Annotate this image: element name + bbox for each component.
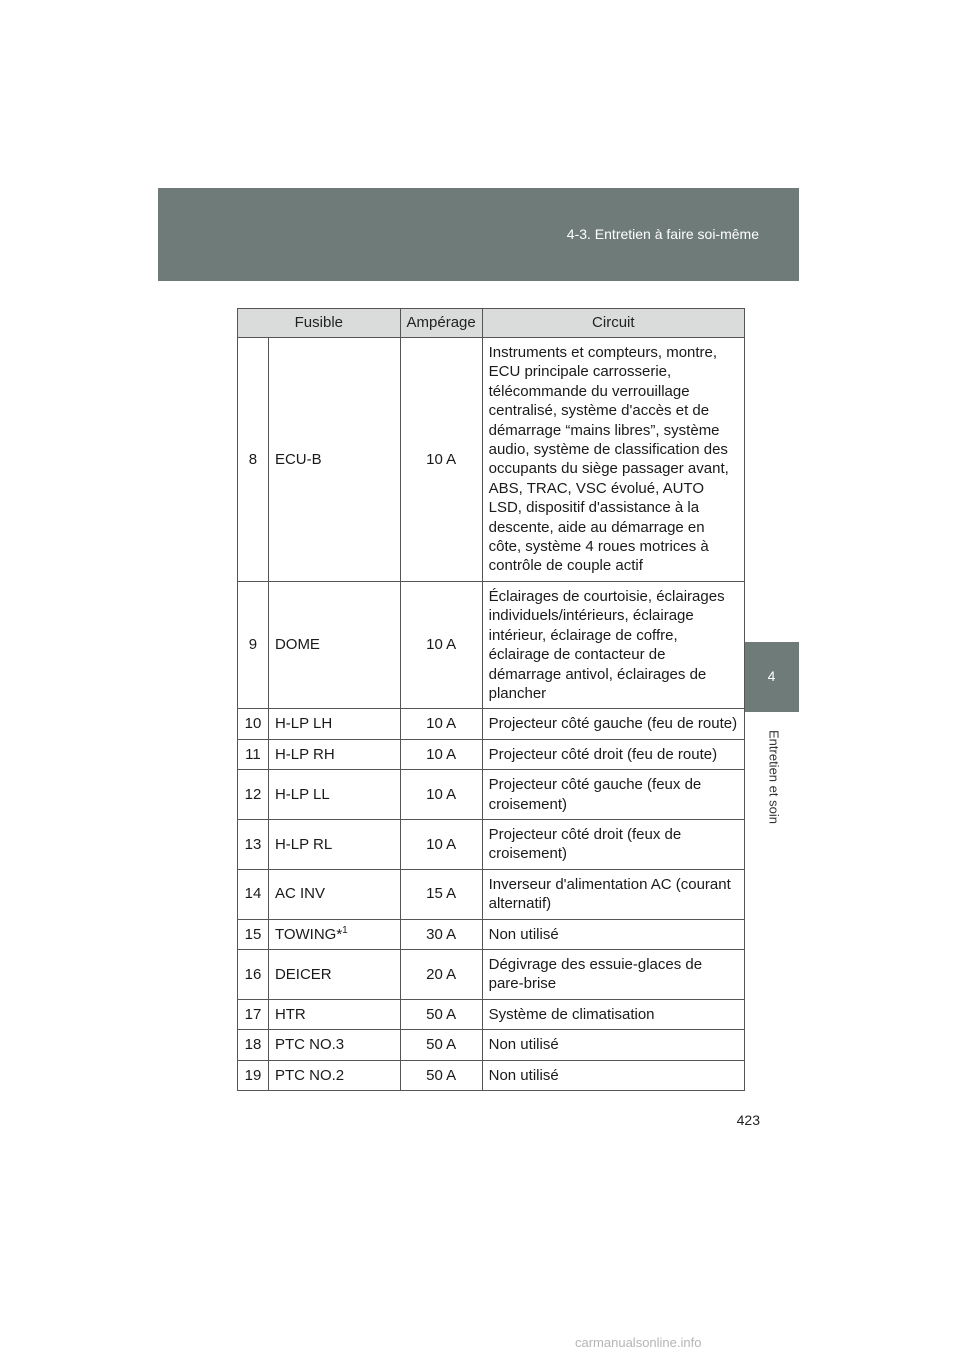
chapter-label-container xyxy=(754,712,794,842)
chapter-number: 4 xyxy=(767,668,776,684)
fuse-amperage: 20 A xyxy=(400,949,482,999)
fuse-name: HTR xyxy=(268,999,400,1029)
chapter-label: Entretien et soin xyxy=(766,730,782,824)
header-amperage: Ampérage xyxy=(400,309,482,338)
page-number: 423 xyxy=(736,1112,760,1128)
fuse-number: 9 xyxy=(238,581,269,708)
table-row xyxy=(238,869,745,919)
fuse-amperage: 50 A xyxy=(400,1030,482,1060)
fuse-number: 18 xyxy=(238,1030,269,1060)
section-title: 4-3. Entretien à faire soi-même xyxy=(566,226,759,242)
fuse-amperage: 10 A xyxy=(400,338,482,582)
fuse-name: ECU-B xyxy=(268,338,400,582)
fuse-name: H-LP LL xyxy=(268,770,400,820)
fuse-circuit: Projecteur côté gauche (feux de croisement) xyxy=(482,770,744,820)
table-row xyxy=(238,819,745,869)
fuse-amperage: 15 A xyxy=(400,869,482,919)
fuse-circuit: Éclairages de courtoisie, éclairages individuels/intérieurs, éclairage intérieur, éclairage de coffre, éclairage de contacteur de démarrage antivol, éclairages de plancher xyxy=(482,581,744,708)
fuse-number: 10 xyxy=(238,709,269,739)
table-row xyxy=(238,338,745,582)
fuse-name: H-LP LH xyxy=(268,709,400,739)
fuse-name: H-LP RH xyxy=(268,739,400,769)
table-row xyxy=(238,770,745,820)
fuse-number: 13 xyxy=(238,819,269,869)
fuse-name: TOWING* xyxy=(274,925,343,943)
fuse-number: 19 xyxy=(238,1060,269,1090)
table-row xyxy=(238,1030,745,1060)
fuse-circuit: Projecteur côté droit (feu de route) xyxy=(482,739,744,769)
header-circuit: Circuit xyxy=(482,309,744,338)
fuse-number: 15 xyxy=(238,919,269,949)
table-row xyxy=(238,949,745,999)
fuse-circuit: Projecteur côté gauche (feu de route) xyxy=(482,709,744,739)
fuse-name: PTC NO.2 xyxy=(268,1060,400,1090)
fuse-number: 8 xyxy=(238,338,269,582)
table-row xyxy=(238,999,745,1029)
fuse-circuit: Projecteur côté droit (feux de croisement) xyxy=(482,819,744,869)
fuse-table xyxy=(237,308,745,1091)
table-row xyxy=(238,919,745,949)
table-row xyxy=(238,581,745,708)
fuse-amperage: 10 A xyxy=(400,709,482,739)
fuse-amperage: 10 A xyxy=(400,770,482,820)
fuse-circuit: Non utilisé xyxy=(482,919,744,949)
fuse-name-cell xyxy=(268,919,400,949)
header-fuse: Fusible xyxy=(238,309,401,338)
chapter-tab xyxy=(744,642,799,712)
fuse-circuit: Système de climatisation xyxy=(482,999,744,1029)
table-row xyxy=(238,709,745,739)
fuse-amperage: 10 A xyxy=(400,581,482,708)
fuse-number: 14 xyxy=(238,869,269,919)
watermark: carmanualsonline.info xyxy=(575,1335,702,1350)
fuse-amperage: 50 A xyxy=(400,999,482,1029)
fuse-circuit: Instruments et compteurs, montre, ECU principale carrosserie, télécommande du verrouillage centralisé, système d'accès et de démarrage “mains libres”, système audio, système de classification des occupants du siège passager avant, ABS, TRAC, VSC évolué, AUTO LSD, dispositif d'assistance à la descente, aide au démarrage en côte, système 4 roues motrices à contrôle de couple actif xyxy=(482,338,744,582)
table-row xyxy=(238,739,745,769)
fuse-number: 17 xyxy=(238,999,269,1029)
table-row xyxy=(238,1060,745,1090)
fuse-circuit: Dégivrage des essuie-glaces de pare-brise xyxy=(482,949,744,999)
fuse-name: DOME xyxy=(268,581,400,708)
fuse-name: DEICER xyxy=(268,949,400,999)
fuse-amperage: 10 A xyxy=(400,739,482,769)
fuse-circuit: Non utilisé xyxy=(482,1030,744,1060)
fuse-amperage: 50 A xyxy=(400,1060,482,1090)
fuse-number: 12 xyxy=(238,770,269,820)
header-band xyxy=(158,188,799,281)
fuse-number: 16 xyxy=(238,949,269,999)
fuse-amperage: 30 A xyxy=(400,919,482,949)
fuse-circuit: Inverseur d'alimentation AC (courant alternatif) xyxy=(482,869,744,919)
fuse-name: AC INV xyxy=(268,869,400,919)
fuse-number: 11 xyxy=(238,739,269,769)
fuse-name: PTC NO.3 xyxy=(268,1030,400,1060)
fuse-name: H-LP RL xyxy=(268,819,400,869)
fuse-circuit: Non utilisé xyxy=(482,1060,744,1090)
table-header-row xyxy=(238,309,745,338)
footnote-marker: 1 xyxy=(342,924,348,936)
fuse-amperage: 10 A xyxy=(400,819,482,869)
